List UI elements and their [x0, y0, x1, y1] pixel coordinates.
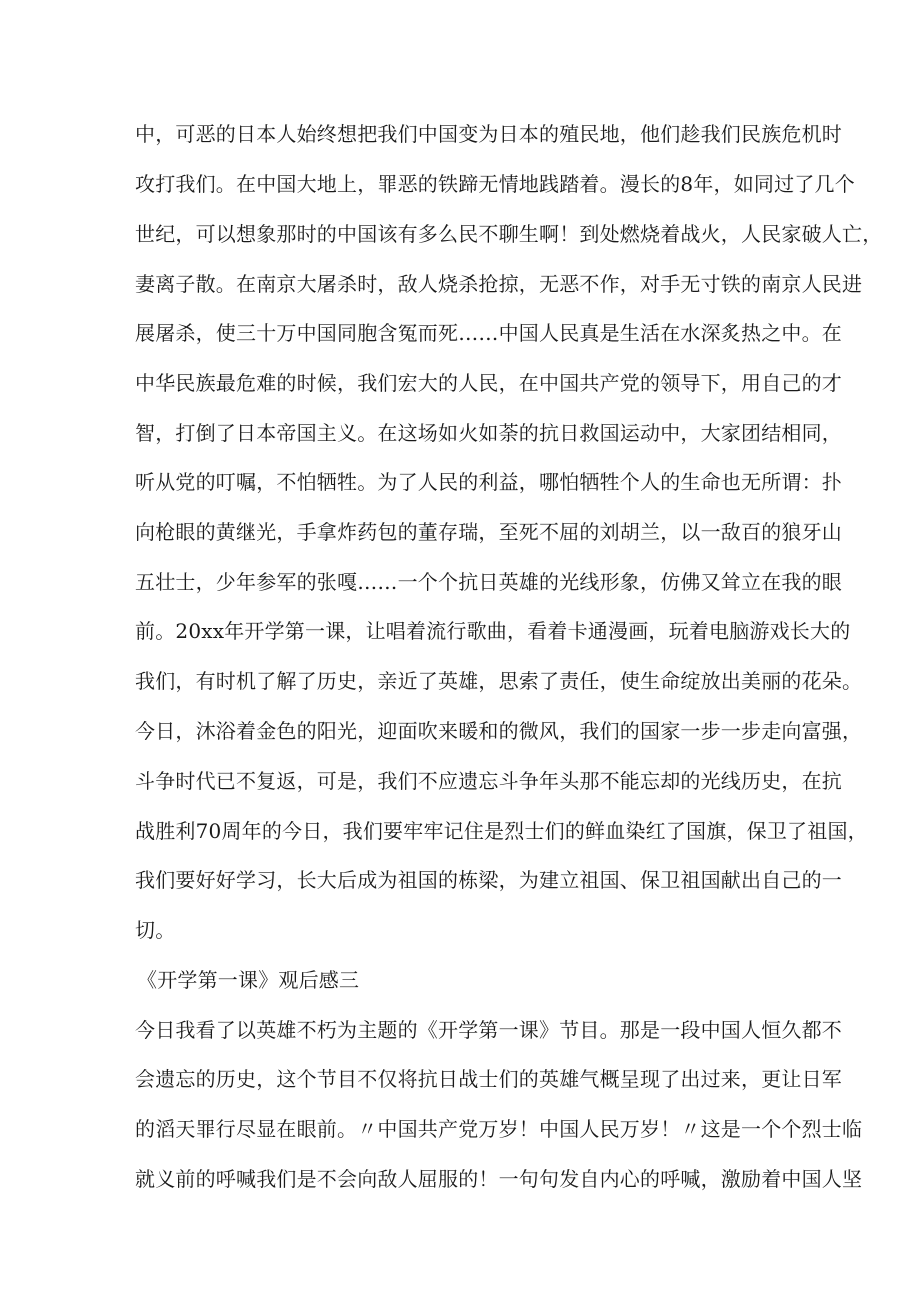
paragraph-1-line: 展屠杀，使三十万中国同胞含冤而死……中国人民真是生活在水深炙热之中。在	[135, 321, 842, 345]
paragraph-1-line: 向枪眼的黄继光，手拿炸药包的董存瑞，至死不屈的刘胡兰，以一敌百的狼牙山	[135, 520, 842, 544]
paragraph-2-line: 会遗忘的历史，这个节目不仅将抗日战士们的英雄气概呈现了出过来，更让日军	[135, 1067, 842, 1091]
paragraph-1-line: 今日，沐浴着金色的阳光，迎面吹来暖和的微风，我们的国家一步一步走向富强，	[135, 719, 863, 743]
paragraph-1-line: 攻打我们。在中国大地上，罪恶的铁蹄无情地践踏着。漫长的8年，如同过了几个	[135, 172, 855, 196]
paragraph-1-line: 战胜利70周年的今日，我们要牢牢记住是烈士们的鲜血染红了国旗，保卫了祖国，	[135, 819, 868, 843]
paragraph-2-line: 今日我看了以英雄不朽为主题的《开学第一课》节目。那是一段中国人恒久都不	[135, 1018, 842, 1042]
paragraph-1-line: 妻离子散。在南京大屠杀时，敌人烧杀抢掠，无恶不作，对手无寸铁的南京人民进	[135, 272, 863, 296]
paragraph-1-line: 智，打倒了日本帝国主义。在这场如火如荼的抗日救国运动中，大家团结相同，	[135, 421, 842, 445]
paragraph-1-line: 前。20xx年开学第一课，让唱着流行歌曲，看着卡通漫画，玩着电脑游戏长大的	[135, 619, 851, 643]
paragraph-1-line: 斗争时代已不复返，可是，我们不应遗忘斗争年头那不能忘却的光线历史，在抗	[135, 769, 842, 793]
paragraph-1-line: 世纪，可以想象那时的中国该有多么民不聊生啊！到处燃烧着战火，人民家破人亡，	[135, 222, 883, 246]
paragraph-1-line: 我们要好好学习，长大后成为祖国的栋梁，为建立祖国、保卫祖国献出自己的一	[135, 868, 842, 892]
paragraph-2-line: 的滔天罪行尽显在眼前。〃中国共产党万岁！中国人民万岁！〃这是一个个烈士临	[135, 1117, 863, 1141]
paragraph-1-line: 听从党的叮嘱，不怕牺牲。为了人民的利益，哪怕牺牲个人的生命也无所谓：扑	[135, 470, 842, 494]
paragraph-1-line: 我们，有时机了解了历史，亲近了英雄，思索了责任，使生命绽放出美丽的花朵。	[135, 669, 863, 693]
paragraph-2-line: 就义前的呼喊我们是不会向敌人屈服的！一句句发自内心的呼喊，激励着中国人坚	[135, 1167, 863, 1191]
paragraph-1-line: 五壮士，少年参军的张嘎……一个个抗日英雄的光线形象，仿佛又耸立在我的眼	[135, 570, 842, 594]
paragraph-1-line: 中，可恶的日本人始终想把我们中国变为日本的殖民地，他们趁我们民族危机时	[135, 122, 842, 146]
paragraph-1-line: 中华民族最危难的时候，我们宏大的人民，在中国共产党的领导下，用自己的才	[135, 371, 842, 395]
section-heading: 《开学第一课》观后感三	[137, 968, 360, 992]
paragraph-1-line: 切。	[135, 918, 176, 942]
